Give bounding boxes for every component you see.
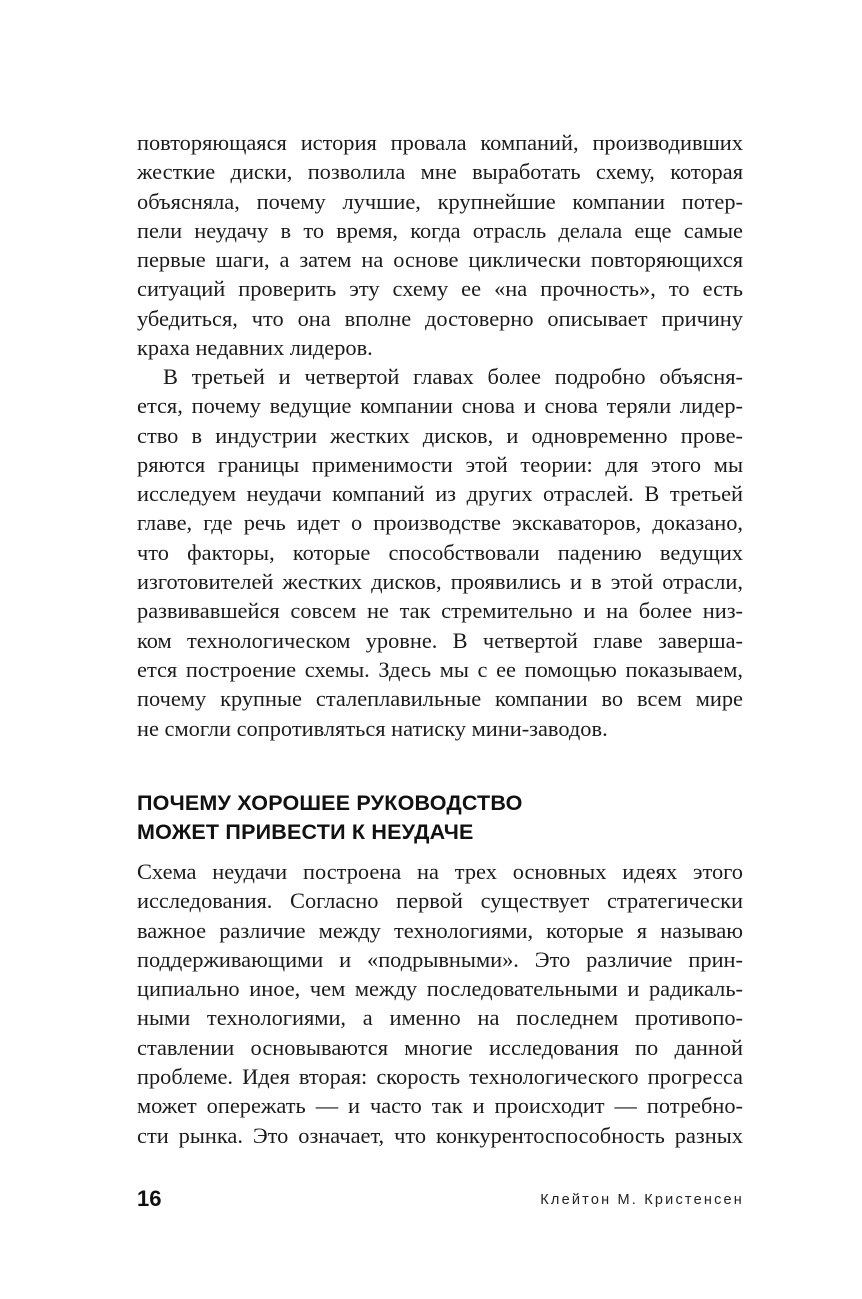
- paragraph-line: ципиально иное, чем между последовательными и радикаль-: [137, 976, 743, 1002]
- section-heading: [137, 789, 743, 847]
- paragraph-line: исследуем неудачи компаний из других отраслей. В третьей: [137, 481, 743, 507]
- paragraph-1: [137, 128, 743, 362]
- section-heading-line-2: МОЖЕТ ПРИВЕСТИ К НЕУДАЧЕ: [137, 820, 474, 844]
- paragraph-line: почему крупные сталеплавильные компании во всем мире: [137, 686, 743, 712]
- paragraph-line: ется, почему ведущие компании снова и снова теряли лидер-: [137, 393, 743, 419]
- paragraph-line: важное различие между технологиями, которые я называю: [137, 917, 743, 943]
- paragraph-line: повторяющаяся история провала компаний, производивших: [137, 130, 743, 155]
- paragraph-line: ство в индустрии жестких дисков, и одновременно прове-: [137, 422, 743, 448]
- paragraph-line: первые шаги, а затем на основе циклически повторяющихся: [137, 247, 743, 273]
- paragraph-line: объясняла, почему лучшие, крупнейшие компании потер-: [137, 188, 743, 214]
- page-number: 16: [137, 1186, 162, 1211]
- paragraph-line: что факторы, которые способствовали падению ведущих: [137, 539, 743, 565]
- paragraph-line: пели неудачу в то время, когда отрасль делала еще самые: [137, 217, 743, 243]
- paragraph-line: ется построение схемы. Здесь мы с ее помощью показываем,: [137, 656, 743, 682]
- paragraph-line: исследования. Согласно первой существует стратегически: [137, 888, 743, 914]
- paragraph-line: может опережать — и часто так и происходит — потребно-: [137, 1093, 743, 1119]
- paragraph-line: изготовителей жестких дисков, проявились и в этой отрасли,: [137, 569, 743, 595]
- running-footer-author: Клейтон М. Кристенсен: [540, 1192, 744, 1208]
- paragraph-line: Схема неудачи построена на трех основных идеях этого: [137, 859, 743, 884]
- paragraph-line: сти рынка. Это означает, что конкурентоспособность разных: [137, 1122, 743, 1148]
- paragraph-line: жесткие диски, позволила мне выработать схему, которая: [137, 159, 743, 185]
- paragraph-line: проблеме. Идея вторая: скорость технологического прогресса: [137, 1064, 743, 1090]
- paragraph-line: убедиться, что она вполне достоверно описывает причину: [137, 305, 743, 331]
- paragraph-2: [137, 362, 743, 743]
- paragraph-line: В третьей и четвертой главах более подробно объясня-: [163, 364, 743, 389]
- paragraph-line: главе, где речь идет о производстве экскаваторов, доказано,: [137, 510, 743, 536]
- paragraph-line: поддерживающими и «подрывными». Это различие прин-: [137, 946, 743, 972]
- paragraph-line: ряются границы применимости этой теории: для этого мы: [137, 451, 743, 477]
- paragraph-line: не смогли сопротивляться натиску мини-заводов.: [137, 715, 608, 741]
- paragraph-line: развивавшейся совсем не так стремительно и на более низ-: [137, 598, 743, 624]
- paragraph-line: ставлении основываются многие исследования по данной: [137, 1034, 743, 1060]
- section-heading-line-1: ПОЧЕМУ ХОРОШЕЕ РУКОВОДСТВО: [137, 791, 523, 815]
- paragraph-line: ком технологическом уровне. В четвертой главе заверша-: [137, 627, 743, 653]
- paragraph-line: ными технологиями, а именно на последнем противопо-: [137, 1005, 743, 1031]
- paragraph-3: [137, 857, 743, 1150]
- paragraph-line: ситуаций проверить эту схему ее «на прочность», то есть: [137, 276, 743, 302]
- paragraph-line: краха недавних лидеров.: [137, 335, 373, 361]
